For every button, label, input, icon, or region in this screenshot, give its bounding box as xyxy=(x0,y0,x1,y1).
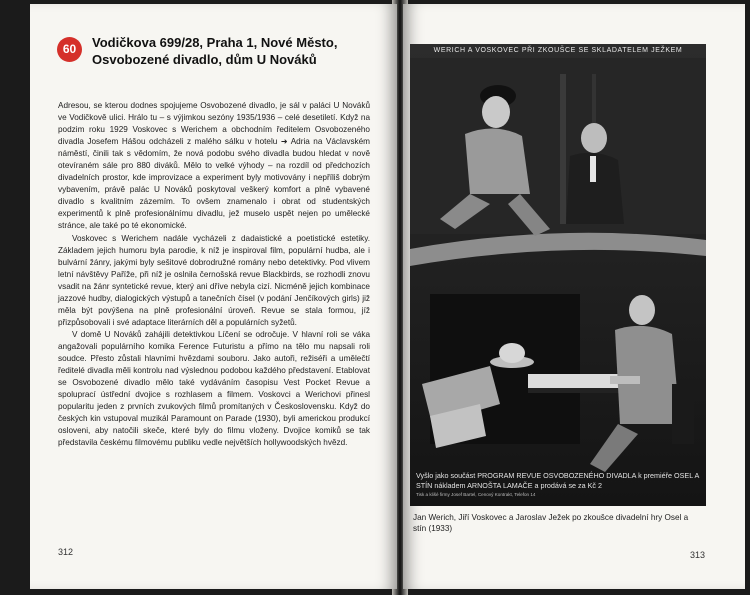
chapter-number-badge: 60 xyxy=(57,37,82,62)
body-text xyxy=(58,100,370,449)
left-page xyxy=(30,4,397,589)
photo-header-text: WERICH A VOSKOVEC PŘI ZKOUŠCE SE SKLADATELEM JEŽKEM xyxy=(433,47,683,54)
chapter-title xyxy=(92,34,392,68)
right-page xyxy=(403,4,745,589)
photo-program-note-main: Vyšlo jako součást PROGRAM REVUE OSVOBOZENÉHO DIVADLA k premiéře OSEL A STÍN nákladem ARNOŠTA LAMAČE a prodává se za Kč 2 xyxy=(416,471,699,490)
paragraph-1: Adresou, se kterou dodnes spojujeme Osvobozené divadlo, je sál v paláci U Nováků ve Vodičkově ulici. Hrálo tu – s výjimkou sezóny 1935/1936 – celé desetiletí. Když na podzim roku 1929 Voskovec s Werichem a obchodním ředitelem Osvobozeného divadla Josefem Hášou odcházeli z malého sálku v hotelu ➜ Adria na Václavském náměstí, činili tak s vědomím, že nová podobu svého divadla budou hledat v nově otevíraném sále pro 880 diváků. Mělo to velké výhody – na rozdíl od předchozích divadelních prostor, kde improvizace a experiment byly motivovány i nepříliš dobrým vybavením, právě palác U Nováků poskytoval veškerý komfort a plně vybavené divadlo s kvalitním zázemím. To ovšem znamenalo i obrat od studentských experimentů k plně profesionálnímu divadlu, jež muselo uspět nejen po umělecké stránce, ale také po té ekonomické. xyxy=(58,101,370,231)
photo-program-note xyxy=(416,471,700,498)
photograph-illustration xyxy=(410,44,706,506)
page-number-right: 313 xyxy=(689,550,705,560)
paragraph-2: Voskovec s Werichem nadále vycházeli z dadaistické a poetistické estetiky. Základem jejich humoru byla parodie, k níž je inspiroval film, populární hudba, ale i bulvární žánry, jakými byly sešitové dobrodružné romány nebo detektivky. Pod vlivem letní návštěvy Paříže, při níž je oslnila černošská revue Blackbirds, se rozhodli znovu vsadit na žánr syntetické revue, který ani dříve nebyla cizí. Nicméně jejich kombinace jazzové hudby, dialogických výstupů a tanečních čísel (v podání Jenčíkových girls) již měla být povýšena na plně profesionální úroveň. Revue se stala formou, jíž přizpůsobovali i své adaptace literárních děl a populárních syžetů. xyxy=(58,233,370,327)
photo-caption: Jan Werich, Jiří Voskovec a Jaroslav Ježek po zkoušce divadelní hry Osel a stín (1933) xyxy=(413,513,689,533)
photo-program-note-fine: Tisk a klišé firmy Josef Bartel, Cenový Kontrakt, Telefon 14 xyxy=(416,492,536,497)
chapter-title-line-1: Vodičkova 699/28, Praha 1, Nové Město, xyxy=(92,35,338,50)
page-number-left: 312 xyxy=(58,547,74,557)
chapter-title-line-2: Osvobozené divadlo, dům U Nováků xyxy=(92,52,317,67)
historical-photograph xyxy=(410,44,706,506)
paragraph-3: V domě U Nováků zahájili detektivkou Líčení se odročuje. V hlavní roli se váka angažovali populárního komika Ference Futuristu a přímo na tělo mu napsali roli soudce. Přesto zůstali hlavními hvězdami souboru. Jako autoři, režiséři a umělečtí ředitelé divadla měli kontrolu nad výslednou podobou každého představení. Etablovat se Osvobozené divadlo mělo také vydáváním časopisu Vest Pocket Revue a spoluprací ústřední dvojice s rozhlasem a filmem. Voskovci a Werichovi přinesl popularitu jeden z prvních zvukových filmů promítaných v Československu. Když do českých kin vstupoval muzikál Paramount on Parade (1930), byli americkou produkcí osloveni, aby natočili skeče, které byly do filmu vloženy. Dvojice komiků se tak představila českému filmovému publiku vedle největších hollywoodských hvězd. xyxy=(58,329,370,448)
